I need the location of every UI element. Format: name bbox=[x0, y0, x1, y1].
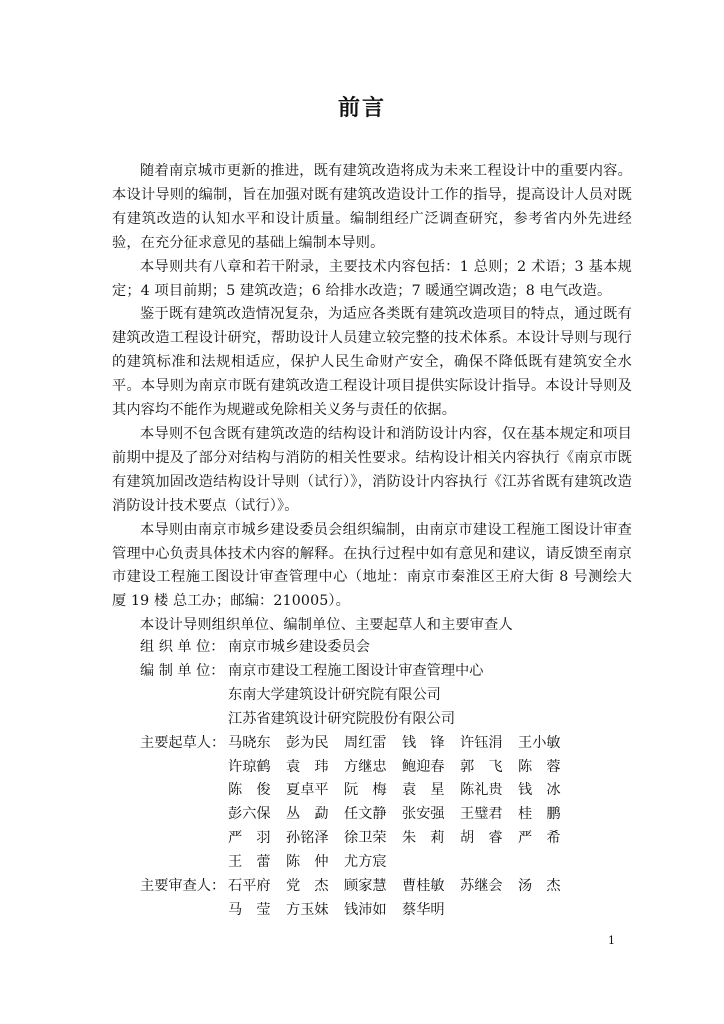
reviewers-label: 主要审查人： bbox=[140, 878, 226, 895]
name-row bbox=[228, 803, 576, 827]
person-name: 阮 梅 bbox=[344, 782, 387, 799]
person-name: 夏卓平 bbox=[286, 782, 329, 799]
person-name: 袁 玮 bbox=[286, 758, 329, 775]
editor-value: 东南大学建筑设计研究院有限公司 bbox=[228, 686, 441, 703]
page-number: 1 bbox=[608, 934, 615, 947]
person-name: 尤方宸 bbox=[344, 854, 387, 871]
name-row bbox=[228, 899, 576, 923]
person-name: 丛 勐 bbox=[286, 806, 329, 823]
person-name: 顾家慧 bbox=[344, 878, 387, 895]
person-name: 陈礼贵 bbox=[460, 782, 503, 799]
person-name: 许琼鹤 bbox=[228, 758, 271, 775]
person-name: 徐卫荣 bbox=[344, 830, 387, 847]
person-name: 方玉妹 bbox=[286, 901, 329, 918]
person-name: 严 希 bbox=[518, 830, 561, 847]
person-name: 钱 锋 bbox=[402, 734, 445, 751]
person-name: 严 羽 bbox=[228, 830, 271, 847]
person-name: 汤 杰 bbox=[518, 878, 561, 895]
organizer-label: 组 织 单 位： bbox=[140, 639, 225, 655]
editor-label: 编 制 单 位： bbox=[140, 662, 225, 679]
page-title: 前言 bbox=[337, 96, 386, 121]
editor-value: 南京市建设工程施工图设计审查管理中心 bbox=[228, 662, 484, 679]
person-name: 朱 莉 bbox=[402, 830, 445, 847]
person-name: 陈 仲 bbox=[286, 854, 329, 871]
organizer-value: 南京市城乡建设委员会 bbox=[228, 639, 370, 655]
person-name: 陈 蓉 bbox=[518, 758, 561, 775]
name-row bbox=[228, 851, 576, 875]
person-name: 王璧君 bbox=[460, 806, 503, 823]
person-name: 彭六保 bbox=[228, 806, 271, 823]
name-row bbox=[228, 779, 576, 803]
person-name: 曹桂敏 bbox=[402, 878, 445, 895]
name-row bbox=[228, 732, 576, 756]
person-name: 苏继会 bbox=[460, 878, 503, 895]
person-name: 袁 星 bbox=[402, 782, 445, 799]
person-name: 方继忠 bbox=[344, 758, 387, 775]
person-name: 马晓东 bbox=[228, 734, 271, 751]
person-name: 任文静 bbox=[344, 806, 387, 823]
name-row bbox=[228, 756, 576, 780]
paragraph-3: 鉴于既有建筑改造情况复杂，为适应各类既有建筑改造项目的特点，通过既有建筑改造工程设计研究，帮助设计人员建立较完整的技术体系。本设计导则与现行的建筑标准和法规相适应，保护人民生命财产安全，确保不降低既有建筑安全水平。本导则为南京市既有建筑改造工程设计项目提供实际设计指导。本设计导则及其内容均不能作为规避或免除相关义务与责任的依据。 bbox=[112, 306, 632, 419]
person-name: 钱 冰 bbox=[518, 782, 561, 799]
reviewers-names bbox=[228, 875, 576, 923]
person-name: 鲍迎春 bbox=[402, 758, 445, 775]
name-row bbox=[228, 827, 576, 851]
person-name: 钱沛如 bbox=[344, 901, 387, 918]
drafters-label: 主要起草人： bbox=[140, 734, 226, 751]
paragraph-2: 本导则共有八章和若干附录，主要技术内容包括：1 总则；2 术语；3 基本规定；4 项目前期；5 建筑改造；6 给排水改造；7 暖通空调改造；8 电气改造。 bbox=[112, 258, 632, 299]
person-name: 胡 睿 bbox=[460, 830, 503, 847]
person-name: 蔡华明 bbox=[402, 901, 445, 918]
organizer-row bbox=[140, 636, 620, 660]
person-name: 王小敏 bbox=[518, 734, 561, 751]
editor-value: 江苏省建筑设计研究院股份有限公司 bbox=[228, 710, 456, 727]
person-name: 陈 俊 bbox=[228, 782, 271, 799]
name-row bbox=[228, 875, 576, 899]
organization-list bbox=[140, 636, 620, 923]
person-name: 许钰涓 bbox=[460, 734, 503, 751]
person-name: 党 杰 bbox=[286, 878, 329, 895]
person-name: 孙铭泽 bbox=[286, 830, 329, 847]
person-name: 郭 飞 bbox=[460, 758, 503, 775]
person-name: 周红雷 bbox=[344, 734, 387, 751]
person-name: 桂 鹏 bbox=[518, 806, 561, 823]
drafters-names bbox=[228, 732, 576, 875]
person-name: 王 蕾 bbox=[228, 854, 271, 871]
person-name: 张安强 bbox=[402, 806, 445, 823]
paragraph-1: 随着南京城市更新的推进，既有建筑改造将成为未来工程设计中的重要内容。本设计导则的编制，旨在加强对既有建筑改造设计工作的指导，提高设计人员对既有建筑改造的认知水平和设计质量。编制组经广泛调查研究，参考省内外先进经验，在充分征求意见的基础上编制本导则。 bbox=[112, 163, 632, 251]
paragraph-4: 本导则不包含既有建筑改造的结构设计和消防设计内容，仅在基本规定和项目前期中提及了部分对结构与消防的相关性要求。结构设计相关内容执行《南京市既有建筑加固改造结构设计导则（试行）》，消防设计内容执行《江苏省既有建筑改造消防设计技术要点（试行）》。 bbox=[112, 425, 632, 514]
reviewers-row bbox=[140, 875, 620, 923]
preface-body bbox=[112, 160, 632, 638]
person-name: 彭为民 bbox=[286, 734, 329, 751]
person-name: 马 莹 bbox=[228, 901, 271, 918]
person-name: 石平府 bbox=[228, 878, 271, 895]
intro-line: 本设计导则组织单位、编制单位、主要起草人和主要审查人 bbox=[140, 617, 513, 634]
paragraph-5: 本导则由南京市城乡建设委员会组织编制，由南京市建设工程施工图设计审查管理中心负责具体技术内容的解释。在执行过程中如有意见和建议，请反馈至南京市建设工程施工图设计审查管理中心（地址：南京市秦淮区王府大街 8 号测绘大厦 19 楼 总工办；邮编：210005）。 bbox=[112, 521, 632, 610]
editor-row bbox=[140, 660, 620, 684]
drafters-row bbox=[140, 732, 620, 875]
